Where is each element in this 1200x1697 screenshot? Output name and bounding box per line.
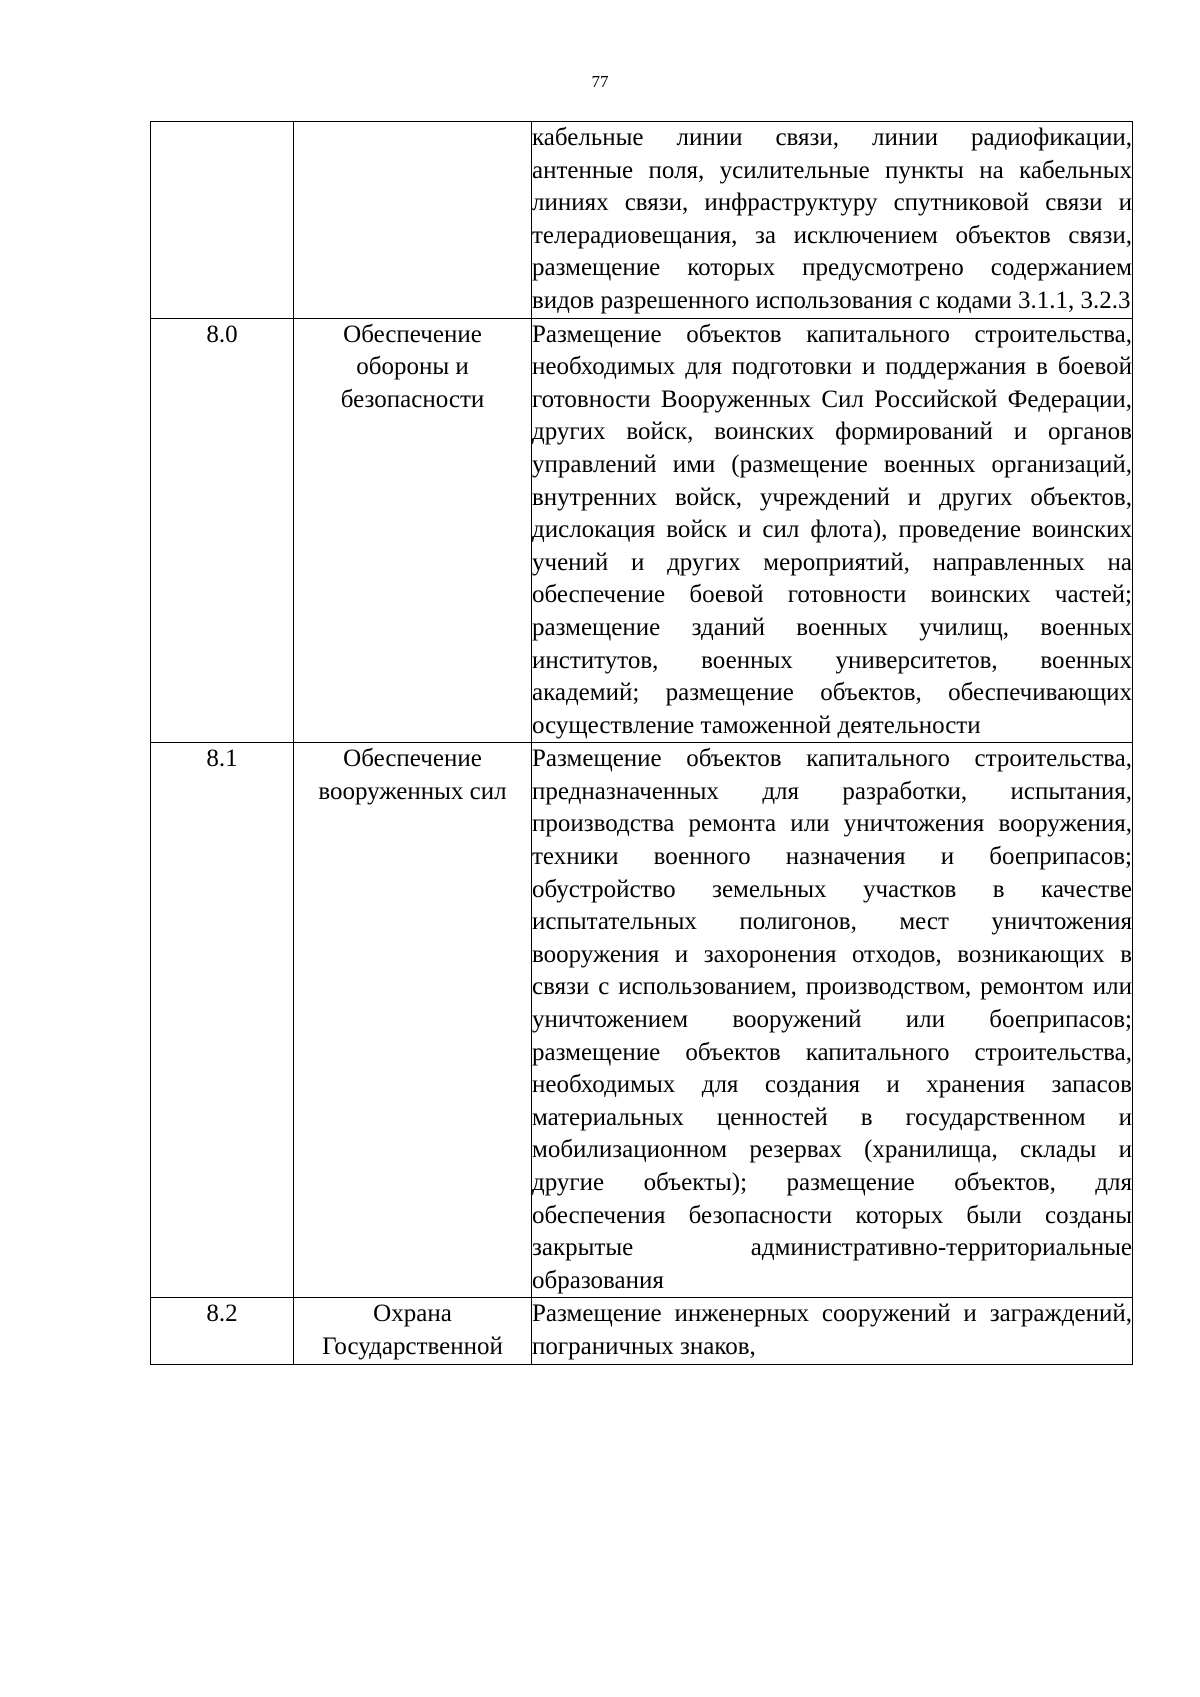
code-cell: 8.2 — [151, 1298, 294, 1364]
description-text: Размещение объектов капитального строительства, предназначенных для разработки, испытания, производства ремонта или уничтожения вооружения, техники военного назначения и боеприпасов; обустройство земельных участков в качестве испытательных полигонов, мест уничтожения вооружения и захоронения отходов, возникающих в связи с использованием, производством, ремонтом или уничтожением вооружений или боеприпасов; размещение объектов капитального строительства, необходимых для создания и хранения запасов материальных ценностей в государственном и мобилизационном резервах (хранилища, склады и другие объекты); размещение объектов, для обеспечения безопасности которых были созданы закрытые административно-территориальные образования — [532, 745, 1132, 1294]
name-cell: Охрана Государственной — [294, 1298, 532, 1364]
table-row — [151, 318, 1133, 743]
description-cell — [532, 1298, 1133, 1364]
land-use-table — [150, 121, 1133, 1365]
code-cell — [151, 122, 294, 319]
code-cell: 8.1 — [151, 743, 294, 1298]
description-text: Размещение инженерных сооружений и заграждений, пограничных знаков, — [532, 1300, 1132, 1360]
description-text: кабельные линии связи, линии радиофикации, антенные поля, усилительные пункты на кабельных линиях связи, инфраструктуру спутниковой связи и телерадиовещания, за исключением объектов связи, размещение которых предусмотрено содержанием видов разрешенного использования с кодами 3.1.1, 3.2.3 — [532, 124, 1132, 314]
description-text: Размещение объектов капитального строительства, необходимых для подготовки и поддержания в боевой готовности Вооруженных Сил Российской Федерации, других войск, воинских формирований и органов управлений ими (размещение военных организаций, внутренних войск, учреждений и других объектов, дислокация войск и сил флота), проведение воинских учений и других мероприятий, направленных на обеспечение боевой готовности воинских частей; размещение зданий военных училищ, военных институтов, военных университетов, военных академий; размещение объектов, обеспечивающих осуществление таможенной деятельности — [532, 320, 1132, 739]
table-row — [151, 1298, 1133, 1364]
name-cell — [294, 122, 532, 319]
table-row — [151, 743, 1133, 1298]
table-row — [151, 122, 1133, 319]
name-cell: Обеспечение обороны и безопасности — [294, 318, 532, 743]
description-cell — [532, 743, 1133, 1298]
name-cell: Обеспечение вооруженных сил — [294, 743, 532, 1298]
description-cell — [532, 318, 1133, 743]
description-cell — [532, 122, 1133, 319]
page-number: 77 — [591, 72, 609, 91]
code-cell: 8.0 — [151, 318, 294, 743]
